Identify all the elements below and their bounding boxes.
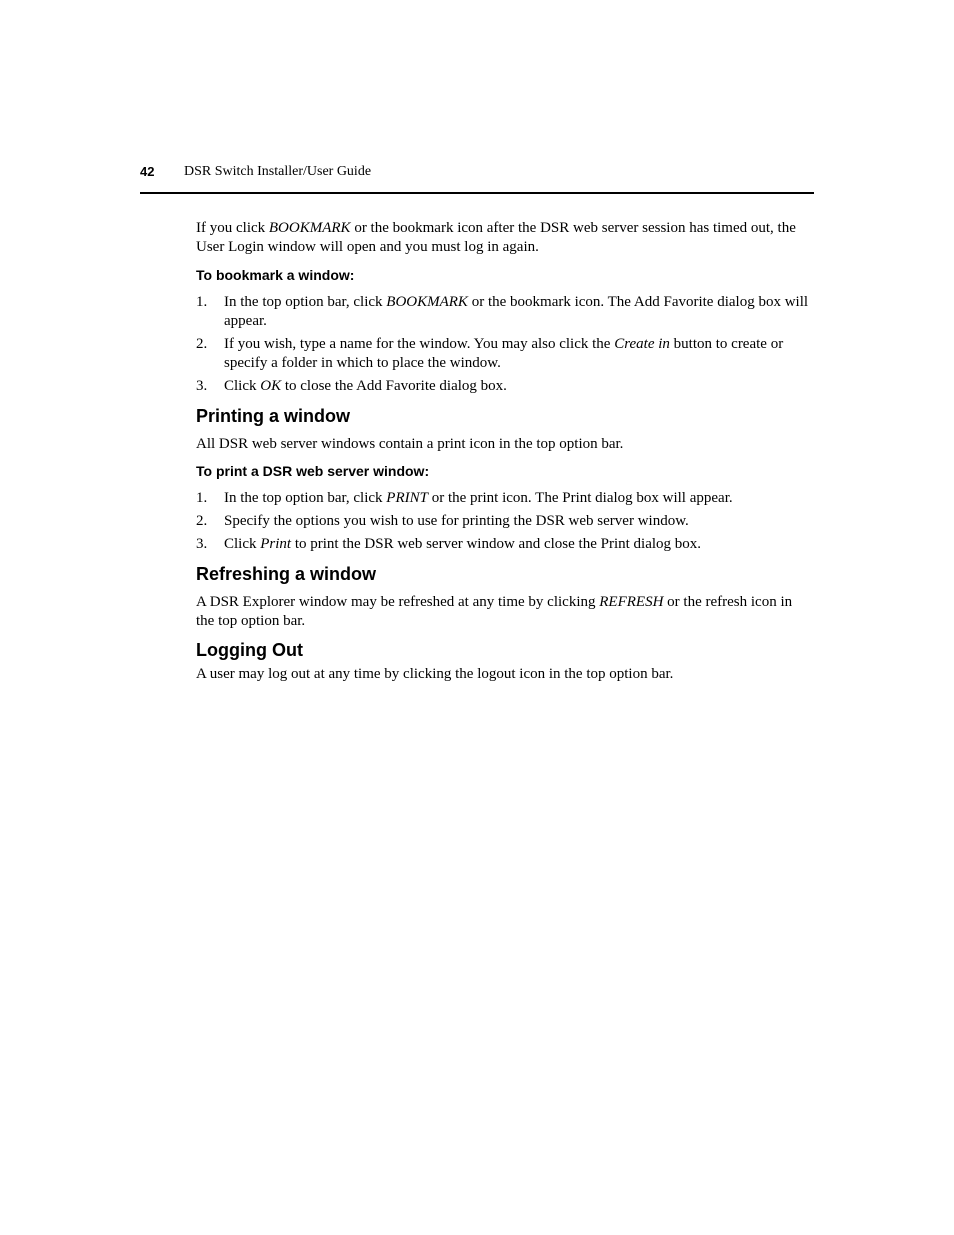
page-content	[196, 219, 814, 684]
list-item: 2. If you wish, type a name for the window. You may also click the Create in button to create or specify a folder in which to place the window.	[196, 336, 784, 371]
print-procedure-title: To print a DSR web server window:	[196, 463, 430, 479]
list-item: 1. In the top option bar, click PRINT or the print icon. The Print dialog box will appear.	[196, 490, 733, 506]
bookmark-procedure-title: To bookmark a window:	[196, 267, 355, 283]
list-item: 3. Click OK to close the Add Favorite dialog box.	[196, 378, 507, 394]
refreshing-heading: Refreshing a window	[196, 564, 377, 584]
logging-out-paragraph: A user may log out at any time by clicking the logout icon in the top option bar.	[196, 666, 674, 682]
refreshing-paragraph: A DSR Explorer window may be refreshed at any time by clicking REFRESH or the refresh icon in the top option bar.	[196, 594, 793, 629]
bookmark-steps-list	[196, 293, 814, 396]
list-item: 2. Specify the options you wish to use for printing the DSR web server window.	[196, 513, 689, 529]
page-number: 42	[140, 164, 155, 179]
list-item: 1. In the top option bar, click BOOKMARK or the bookmark icon. The Add Favorite dialog box will appear.	[196, 294, 809, 329]
print-steps-list	[196, 489, 814, 554]
page-header	[140, 164, 814, 194]
intro-paragraph: If you click BOOKMARK or the bookmark icon after the DSR web server session has timed out, the User Login window will open and you must log in again.	[196, 220, 796, 255]
logging-out-heading: Logging Out	[196, 640, 303, 660]
printing-heading: Printing a window	[196, 406, 350, 426]
list-item: 3. Click Print to print the DSR web server window and close the Print dialog box.	[196, 536, 702, 552]
guide-title: DSR Switch Installer/User Guide	[184, 164, 372, 179]
printing-paragraph: All DSR web server windows contain a print icon in the top option bar.	[196, 436, 624, 452]
